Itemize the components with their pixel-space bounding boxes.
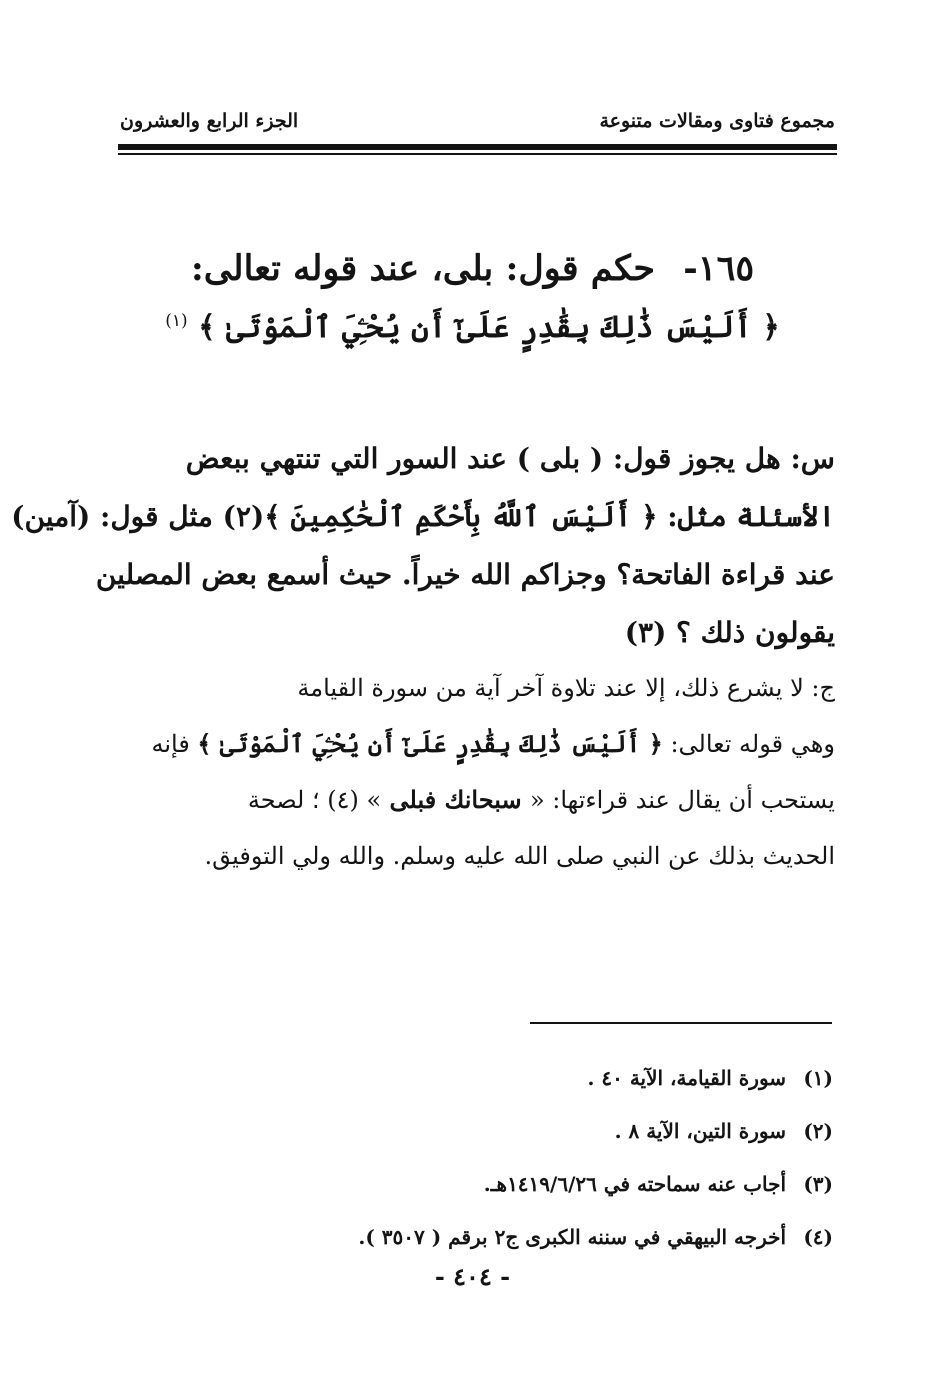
footnote-number: (٣) (803, 1172, 833, 1196)
question-line: يقولون ذلك ؟ (٣) (624, 616, 835, 649)
footnote-item (118, 1105, 833, 1158)
question-line: الأسئلة مثل: ﴿ أَلَيْسَ ٱللَّهُ بِأَحْكَمِ ٱلْحَٰكِمِينَ ﴾(٢) مثل قول: (آمين) (11, 500, 835, 533)
answer-line: ج: لا يشرع ذلك، إلا عند تلاوة آخر آية من سورة القيامة (297, 674, 835, 702)
question-line: عند قراءة الفاتحة؟ وجزاكم الله خيراً. حيث أسمع بعض المصلين (95, 558, 835, 591)
chapter-verse-text: ﴿ أَلَيْسَ ذَٰلِكَ بِقَٰدِرٍ عَلَىٰٓ أَن يُحْـِۧيَ ٱلْمَوْتَىٰ ﴾ (198, 310, 780, 345)
footnote-text: أخرجه البيهقي في سننه الكبرى ج٢ برقم ( ٣٥٠٧ ). (358, 1225, 787, 1249)
chapter-title: حكم قول: بلى، عند قوله تعالى: (190, 248, 656, 289)
question-paragraph (11, 430, 835, 662)
answer-text: فإنه (151, 730, 198, 758)
footnote-number: (١) (803, 1066, 833, 1090)
chapter-heading (150, 248, 795, 289)
chapter-verse (150, 310, 795, 345)
footnote-text: سورة القيامة، الآية ٤٠ . (587, 1066, 787, 1090)
answer-text: وهي قوله تعالى: (662, 730, 835, 758)
footnote-text: سورة التين، الآية ٨ . (614, 1119, 787, 1143)
footnotes (118, 1052, 833, 1264)
book-title: مجموع فتاوى ومقالات متنوعة (599, 110, 835, 132)
answer-dua: سبحانك فبلى (381, 785, 530, 814)
answer-line (118, 716, 835, 772)
footnote-text: أجاب عنه سماحته في ١٤١٩/٦/٢٦هـ. (483, 1172, 787, 1196)
chapter-number: ١٦٥- (683, 248, 755, 289)
answer-line: الحديث بذلك عن النبي صلى الله عليه وسلم. والله ولي التوفيق. (204, 842, 835, 870)
question-line: س: هل يجوز قول: ( بلى ) عند السور التي تنتهي ببعض (185, 442, 835, 475)
answer-paragraph (118, 660, 835, 884)
footnote-item (118, 1052, 833, 1105)
footnote-item (118, 1211, 833, 1264)
footnote-item (118, 1158, 833, 1211)
footnote-number: (٤) (803, 1225, 833, 1249)
page-number: - ٤٠٤ - (434, 1262, 511, 1291)
header-rule-thick (118, 144, 837, 150)
answer-verse: ﴿ أَلَيْسَ ذَٰلِكَ بِقَٰدِرٍ عَلَىٰٓ أَن يُحْـِۧيَ ٱلْمَوْتَىٰ ﴾ (197, 729, 663, 758)
header-rule-thin (118, 153, 837, 155)
volume-part: الجزء الرابع والعشرون (120, 110, 299, 132)
answer-text: يستحب أن يقال عند قراءتها: « (529, 786, 835, 814)
answer-text: » (٤) ؛ لصحة (247, 786, 382, 814)
footnote-separator (530, 1022, 832, 1024)
answer-line (118, 772, 835, 828)
chapter-footnote-ref: (١) (165, 311, 188, 331)
running-header (120, 110, 835, 140)
footnote-number: (٢) (803, 1119, 833, 1143)
